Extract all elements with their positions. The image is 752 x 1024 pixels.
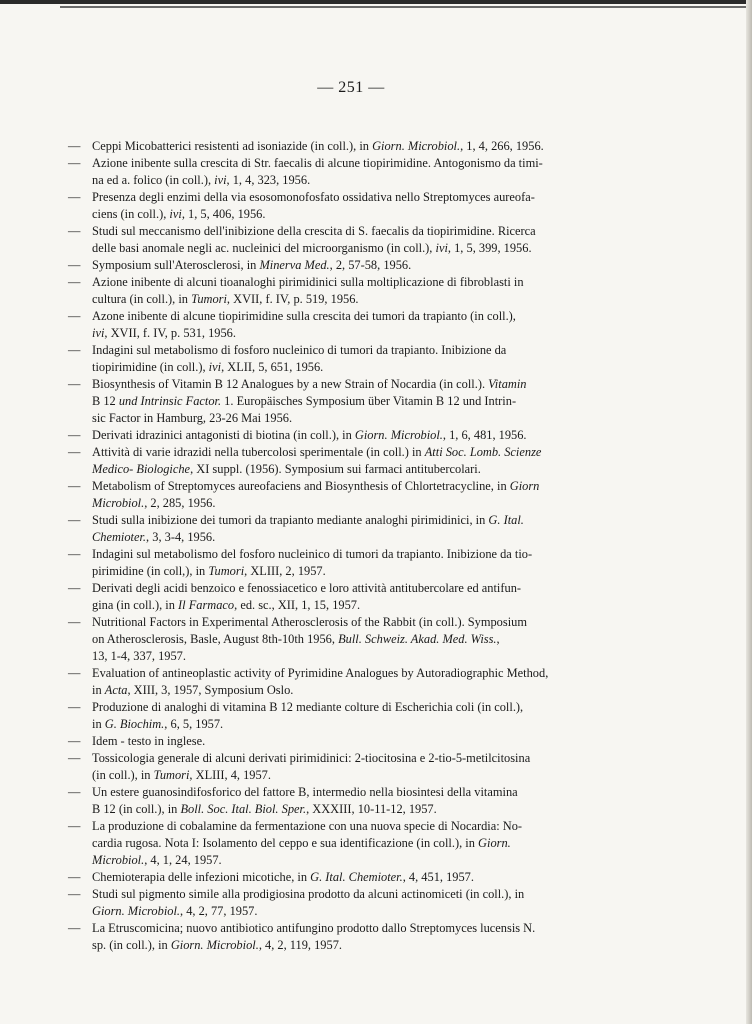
citation-text: Azione inibente sulla crescita di Str. faecalis di alcune tiopirimidine. Antogonismo da timi- <box>92 156 543 170</box>
entry-line <box>68 784 628 801</box>
citation-italic-text: ivi <box>214 173 227 187</box>
entry-line <box>68 818 628 835</box>
entry-line <box>68 886 628 903</box>
citation-text: , 1, 4, 323, 1956. <box>226 173 311 187</box>
entry-dash: — <box>68 445 81 459</box>
citation-italic-text: Tumori <box>191 292 227 306</box>
citation-text: Tossicologia generale di alcuni derivati pirimidinici: 2-tiocitosina e 2-tio-5-metilcitosina <box>92 751 531 765</box>
citation-text: , XVII, f. IV, p. 531, 1956. <box>104 326 236 340</box>
bibliography-entry <box>68 818 628 869</box>
citation-text: gina (in coll.), in <box>92 598 179 612</box>
citation-italic-text: Medico- Biologiche <box>92 462 191 476</box>
citation-italic-text: Giorn. Microbiol. <box>170 938 259 952</box>
entry-line <box>68 155 628 172</box>
citation-text: sic Factor in Hamburg, 23-26 Mai 1956. <box>92 411 293 425</box>
citation-italic-text: ivi <box>169 207 182 221</box>
entry-dash: — <box>68 700 81 714</box>
citation-italic-text: ivi <box>92 326 105 340</box>
entry-dash: — <box>68 734 81 748</box>
bibliography-entry <box>68 546 628 580</box>
citation-text: cardia rugosa. Nota I: Isolamento del ceppo e sua identificazione (in coll.), in <box>92 836 479 850</box>
citation-italic-text: Atti Soc. Lomb. Scienze <box>424 445 542 459</box>
page-number: — 251 — <box>317 79 385 96</box>
entry-dash: — <box>68 258 81 272</box>
bibliography-entry <box>68 189 628 223</box>
entry-dash: — <box>68 428 81 442</box>
citation-text: , 3, 3-4, 1956. <box>146 530 216 544</box>
citation-text: ciens (in coll.), <box>92 207 170 221</box>
entry-line <box>68 172 628 189</box>
entry-line <box>68 903 628 920</box>
entry-dash: — <box>68 513 81 527</box>
citation-italic-text: Giorn. <box>478 836 511 850</box>
citation-italic-text: G. Biochim. <box>104 717 165 731</box>
citation-text: Un estere guanosindifosforico del fattore B, intermedio nella biosintesi della vitamina <box>92 785 518 799</box>
bibliography-entry <box>68 886 628 920</box>
citation-text: , 1, 4, 266, 1956. <box>460 139 544 153</box>
entry-dash: — <box>68 479 81 493</box>
citation-italic-text: Acta <box>104 683 128 697</box>
entry-line <box>68 274 628 291</box>
citation-text: , 1, 5, 406, 1956. <box>181 207 266 221</box>
citation-italic-text: Giorn. Microbiol. <box>92 904 180 918</box>
citation-text: , 4, 2, 119, 1957. <box>258 938 342 952</box>
bibliography-entry <box>68 920 628 954</box>
entry-line <box>68 682 628 699</box>
citation-text: Studi sulla inibizione dei tumori da trapianto mediante analoghi pirimidinici, in <box>92 513 489 527</box>
citation-italic-text: und Intrinsic Factor. <box>118 394 222 408</box>
entry-line <box>68 920 628 937</box>
citation-text: Presenza degli enzimi della via esosomonofosfato ossidativa nello Streptomyces aureofa- <box>92 190 535 204</box>
citation-text: 13, 1-4, 337, 1957. <box>92 649 186 663</box>
entry-dash: — <box>68 309 81 323</box>
citation-text: La produzione di cobalamine da fermentazione con una nuova specie di Nocardia: No- <box>92 819 523 833</box>
citation-text: , XLIII, 2, 1957. <box>244 564 326 578</box>
entry-line <box>68 495 628 512</box>
citation-text: , 2, 57-58, 1956. <box>329 258 412 272</box>
citation-italic-text: Giorn. Microbiol. <box>372 139 461 153</box>
citation-italic-text: Microbiol. <box>92 496 145 510</box>
citation-text: , 1, 5, 399, 1956. <box>447 241 532 255</box>
citation-italic-text: Minerva Med. <box>259 258 330 272</box>
entry-line <box>68 716 628 733</box>
bibliography-entry <box>68 784 628 818</box>
citation-text: on Atherosclerosis, Basle, August 8th-10th 1956, <box>92 632 339 646</box>
citation-italic-text: ivi <box>208 360 222 374</box>
entry-line <box>68 852 628 869</box>
entry-line <box>68 223 628 240</box>
citation-text: , XLII, 5, 651, 1956. <box>221 360 324 374</box>
entry-line <box>68 291 628 308</box>
entry-line <box>68 835 628 852</box>
citation-text: delle basi anomale negli ac. nucleinici del microorganismo (in coll.), <box>92 241 436 255</box>
bibliography-entry <box>68 257 628 274</box>
bibliography-entry <box>68 427 628 444</box>
entry-line <box>68 410 628 427</box>
entry-line <box>68 189 628 206</box>
citation-italic-text: Giorn. Microbiol. <box>354 428 443 442</box>
entry-line <box>68 478 628 495</box>
citation-text: , XVII, f. IV, p. 519, 1956. <box>226 292 359 306</box>
citation-italic-text: G. Ital. <box>488 513 524 527</box>
bibliography-list <box>68 138 628 954</box>
citation-text: cultura (in coll.), in <box>92 292 192 306</box>
entry-dash: — <box>68 785 81 799</box>
entry-line <box>68 461 628 478</box>
entry-line <box>68 427 628 444</box>
entry-line <box>68 869 628 886</box>
citation-text: Studi sul meccanismo dell'inibizione della crescita di S. faecalis da tiopirimidine. Ricerca <box>92 224 536 238</box>
citation-text: B 12 (in coll.), in <box>92 802 181 816</box>
entry-line <box>68 359 628 376</box>
entry-line <box>68 750 628 767</box>
citation-text: , XXXIII, 10-11-12, 1957. <box>306 802 437 816</box>
citation-text: , ed. sc., XII, 1, 15, 1957. <box>234 598 361 612</box>
bibliography-entry <box>68 478 628 512</box>
citation-text: Nutritional Factors in Experimental Atherosclerosis of the Rabbit (in coll.). Symposium <box>92 615 527 629</box>
citation-text: , 4, 1, 24, 1957. <box>144 853 222 867</box>
citation-text: Indagini sul metabolismo di fosforo nucleinico di tumori da trapianto. Inibizione da <box>92 343 507 357</box>
citation-italic-text: ivi <box>435 241 448 255</box>
citation-text: na ed a. folico (in coll.), <box>92 173 215 187</box>
entry-dash: — <box>68 224 81 238</box>
bibliography-entry <box>68 138 628 155</box>
entry-line <box>68 767 628 784</box>
entry-line <box>68 546 628 563</box>
entry-dash: — <box>68 751 81 765</box>
entry-dash: — <box>68 377 81 391</box>
citation-text: Ceppi Micobatterici resistenti ad isoniazide (in coll.), in <box>92 139 373 153</box>
citation-text: Derivati idrazinici antagonisti di biotina (in coll.), in <box>92 428 355 442</box>
entry-line <box>68 937 628 954</box>
entry-dash: — <box>68 139 81 153</box>
bibliography-entry <box>68 750 628 784</box>
entry-line <box>68 801 628 818</box>
citation-text: Produzione di analoghi di vitamina B 12 mediante colture di Escherichia coli (in coll.), <box>92 700 524 714</box>
entry-line <box>68 393 628 410</box>
citation-text: 1. Europäisches Symposium über Vitamin B 12 und Intrin- <box>221 394 517 408</box>
citation-text: La Etruscomicina; nuovo antibiotico antifungino prodotto dallo Streptomyces lucensis N. <box>92 921 536 935</box>
citation-italic-text: Vitamin <box>488 377 527 391</box>
entry-dash: — <box>68 870 81 884</box>
bibliography-entry <box>68 155 628 189</box>
entry-line <box>68 512 628 529</box>
citation-text: , 1, 6, 481, 1956. <box>442 428 527 442</box>
citation-italic-text: Bull. Schweiz. Akad. Med. Wiss. <box>338 632 497 646</box>
top-scan-line <box>60 6 752 8</box>
citation-italic-text: Il Farmaco <box>178 598 235 612</box>
entry-dash: — <box>68 666 81 680</box>
entry-dash: — <box>68 343 81 357</box>
bibliography-entry <box>68 444 628 478</box>
entry-line <box>68 240 628 257</box>
right-page-edge <box>746 0 752 1024</box>
citation-text: , 6, 5, 1957. <box>164 717 224 731</box>
entry-line <box>68 257 628 274</box>
entry-line <box>68 563 628 580</box>
citation-text: , XIII, 3, 1957, Symposium Oslo. <box>127 683 294 697</box>
citation-text: Attività di varie idrazidi nella tubercolosi sperimentale (in coll.) in <box>92 445 425 459</box>
citation-text: Derivati degli acidi benzoico e fenossiacetico e loro attività antitubercolare ed antifun- <box>92 581 522 595</box>
citation-text: in <box>92 717 105 731</box>
citation-text: , <box>496 632 500 646</box>
bibliography-entry <box>68 223 628 257</box>
entry-line <box>68 444 628 461</box>
entry-line <box>68 325 628 342</box>
citation-italic-text: Boll. Soc. Ital. Biol. Sper. <box>180 802 307 816</box>
entry-line <box>68 699 628 716</box>
citation-text: Azione inibente di alcuni tioanaloghi pirimidinici sulla moltiplicazione di fibroblasti in <box>92 275 524 289</box>
bibliography-entry <box>68 580 628 614</box>
bibliography-entry <box>68 274 628 308</box>
bibliography-entry <box>68 376 628 427</box>
citation-text: , XLIII, 4, 1957. <box>189 768 271 782</box>
citation-text: Biosynthesis of Vitamin B 12 Analogues by a new Strain of Nocardia (in coll.). <box>92 377 489 391</box>
bibliography-entry <box>68 869 628 886</box>
entry-line <box>68 342 628 359</box>
citation-text: Indagini sul metabolismo del fosforo nucleinico di tumori da trapianto. Inibizione da tio- <box>92 547 533 561</box>
citation-italic-text: Microbiol. <box>92 853 145 867</box>
top-scan-edge <box>0 0 752 4</box>
citation-text: Evaluation of antineoplastic activity of Pyrimidine Analogues by Autoradiographic Method, <box>92 666 549 680</box>
citation-text: B 12 <box>92 394 119 408</box>
entry-dash: — <box>68 547 81 561</box>
bibliography-entry <box>68 665 628 699</box>
citation-text: Idem - testo in inglese. <box>92 734 206 748</box>
entry-line <box>68 614 628 631</box>
citation-text: (in coll.), in <box>92 768 154 782</box>
bibliography-entry <box>68 512 628 546</box>
citation-italic-text: Giorn <box>509 479 540 493</box>
entry-dash: — <box>68 819 81 833</box>
entry-dash: — <box>68 581 81 595</box>
bibliography-entry <box>68 614 628 665</box>
citation-text: Chemioterapia delle infezioni micotiche, in <box>92 870 311 884</box>
entry-dash: — <box>68 190 81 204</box>
entry-line <box>68 733 628 750</box>
entry-line <box>68 138 628 155</box>
citation-text: , 4, 2, 77, 1957. <box>180 904 258 918</box>
entry-line <box>68 648 628 665</box>
bibliography-entry <box>68 308 628 342</box>
bibliography-entry <box>68 733 628 750</box>
citation-text: Studi sul pigmento simile alla prodigiosina prodotto da alcuni actinomiceti (in coll.), in <box>92 887 525 901</box>
citation-text: Symposium sull'Aterosclerosi, in <box>92 258 260 272</box>
citation-text: pirimidine (in coll,), in <box>92 564 209 578</box>
entry-line <box>68 376 628 393</box>
entry-line <box>68 206 628 223</box>
citation-text: , XI suppl. (1956). Symposium sui farmaci antitubercolari. <box>190 462 481 476</box>
citation-text: Azone inibente di alcune tiopirimidine sulla crescita dei tumori da trapianto (in coll.), <box>92 309 516 323</box>
citation-italic-text: Tumori <box>153 768 190 782</box>
citation-text: tiopirimidine (in coll.), <box>92 360 209 374</box>
citation-text: in <box>92 683 105 697</box>
citation-text: , 2, 285, 1956. <box>144 496 216 510</box>
entry-line <box>68 665 628 682</box>
entry-line <box>68 631 628 648</box>
entry-dash: — <box>68 615 81 629</box>
entry-line <box>68 597 628 614</box>
bibliography-entry <box>68 342 628 376</box>
citation-text: , 4, 451, 1957. <box>402 870 474 884</box>
entry-dash: — <box>68 156 81 170</box>
entry-line <box>68 308 628 325</box>
citation-italic-text: G. Ital. Chemioter. <box>310 870 403 884</box>
citation-italic-text: Chemioter. <box>92 530 147 544</box>
entry-line <box>68 529 628 546</box>
citation-text: sp. (in coll.), in <box>92 938 171 952</box>
entry-dash: — <box>68 887 81 901</box>
entry-line <box>68 580 628 597</box>
entry-dash: — <box>68 921 81 935</box>
entry-dash: — <box>68 275 81 289</box>
citation-italic-text: Tumori <box>208 564 245 578</box>
bibliography-entry <box>68 699 628 733</box>
citation-text: Metabolism of Streptomyces aureofaciens and Biosynthesis of Chlortetracycline, in <box>92 479 510 493</box>
